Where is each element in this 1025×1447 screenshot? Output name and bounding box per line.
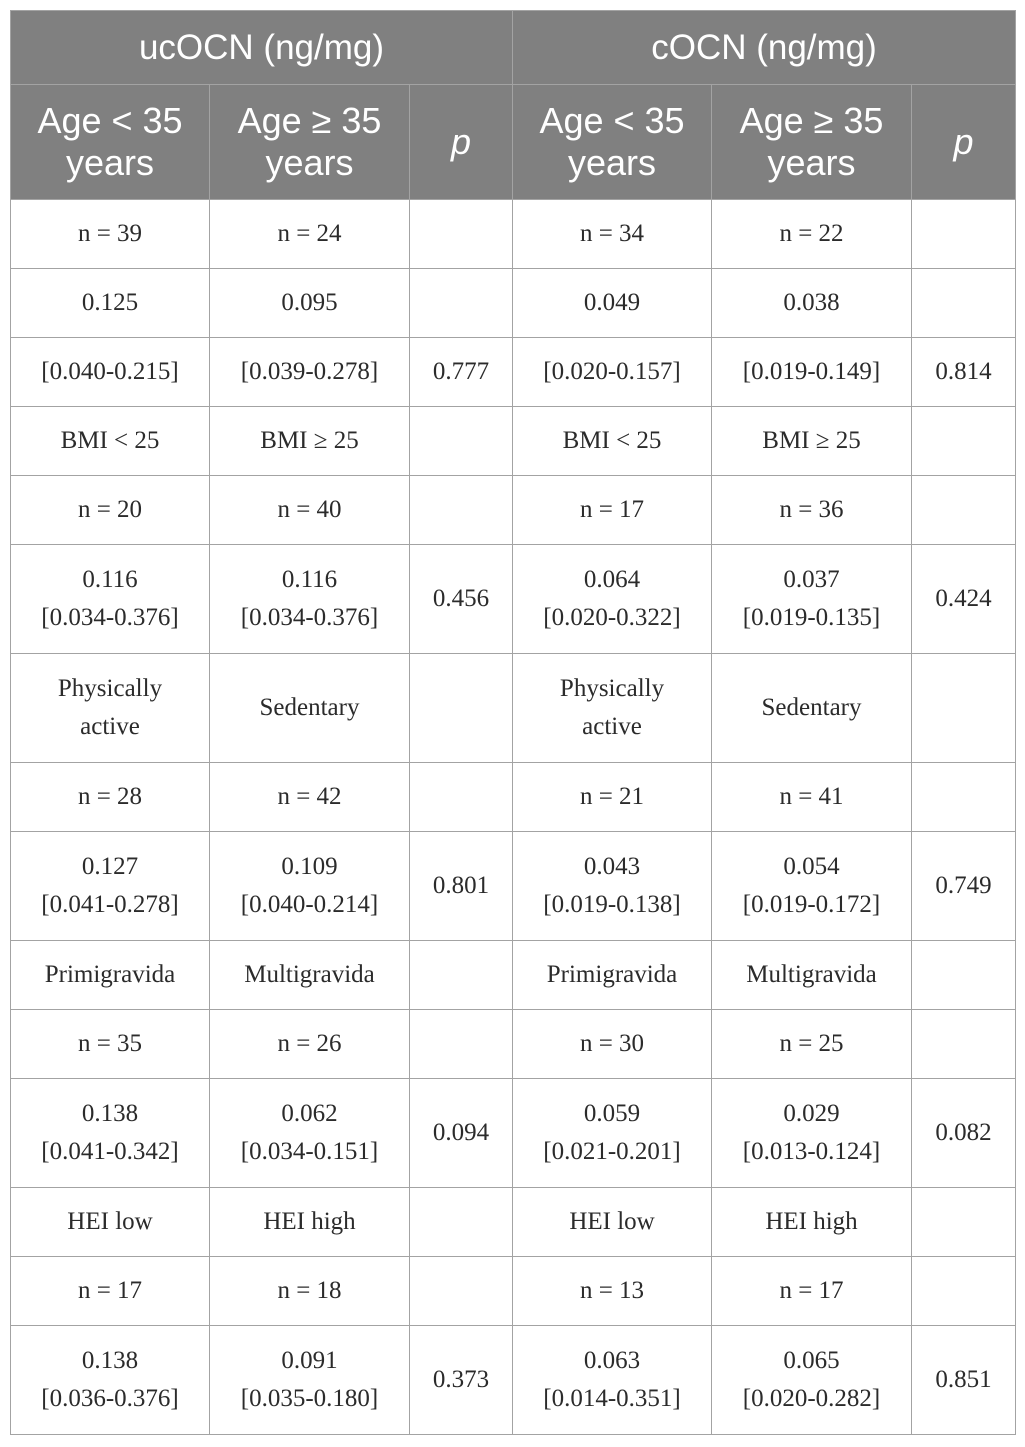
cell-ucocn-age-35-plus	[210, 654, 410, 763]
cell-ucocn-age-35-plus	[210, 1188, 410, 1257]
cell-cocn-age-under-35	[513, 407, 712, 476]
cell-cocn-p	[912, 338, 1016, 407]
cell-cocn-p	[912, 763, 1016, 832]
cell-text: [0.041-0.278]	[41, 891, 179, 918]
cell-text: 0.095	[281, 289, 338, 316]
cell-text: 0.049	[583, 289, 641, 316]
subheader-ucocn-age-35-plus: Age ≥ 35 years	[210, 85, 410, 200]
cell-cocn-age-35-plus	[712, 1257, 912, 1326]
cell-ucocn-age-under-35	[11, 200, 210, 269]
cell-text: Physically	[57, 675, 163, 702]
cell-cocn-age-under-35	[513, 1257, 712, 1326]
cell-text: 0.138	[81, 1100, 139, 1127]
cell-ucocn-p	[410, 476, 513, 545]
cell-text: BMI ≥ 25	[260, 427, 359, 454]
table-row	[11, 941, 1016, 1010]
cell-text: 0.064	[583, 566, 641, 593]
table-row	[11, 1079, 1016, 1188]
cell-text: 0.116	[281, 566, 338, 593]
cell-text: n = 34	[579, 220, 645, 247]
cell-cocn-p	[912, 1188, 1016, 1257]
cell-text: [0.040-0.215]	[41, 358, 179, 385]
cell-text: 0.037	[783, 566, 840, 593]
cell-text: 0.091	[281, 1347, 338, 1374]
cell-ucocn-p	[410, 763, 513, 832]
cell-text: n = 35	[77, 1030, 143, 1057]
cell-text: n = 28	[77, 783, 143, 810]
cell-ucocn-age-35-plus	[210, 407, 410, 476]
table-row	[11, 832, 1016, 941]
cell-ucocn-age-under-35	[11, 1326, 210, 1435]
cell-text: 0.116	[82, 566, 138, 593]
results-table	[10, 10, 1016, 1435]
cell-cocn-age-under-35	[513, 338, 712, 407]
cell-cocn-age-35-plus	[712, 269, 912, 338]
cell-text: HEI low	[569, 1208, 655, 1235]
table-row	[11, 407, 1016, 476]
cell-text: 0.038	[783, 289, 840, 316]
cell-text: [0.034-0.376]	[41, 604, 179, 631]
cell-text: n = 17	[77, 1277, 143, 1304]
table-row	[11, 1188, 1016, 1257]
cell-text: Sedentary	[761, 694, 862, 721]
cell-text: 0.801	[432, 872, 490, 899]
cell-cocn-p	[912, 476, 1016, 545]
cell-text: n = 36	[779, 496, 844, 523]
cell-ucocn-p	[410, 407, 513, 476]
cell-text: 0.065	[783, 1347, 840, 1374]
cell-text: n = 18	[277, 1277, 342, 1304]
cell-cocn-p	[912, 269, 1016, 338]
cell-cocn-p	[912, 1257, 1016, 1326]
cell-ucocn-age-under-35	[11, 338, 210, 407]
cell-text: n = 25	[779, 1030, 844, 1057]
cell-text: Primigravida	[546, 961, 678, 988]
cell-text: n = 40	[277, 496, 342, 523]
cell-text: [0.041-0.342]	[41, 1138, 179, 1165]
cell-text: 0.082	[935, 1119, 992, 1146]
cell-cocn-p	[912, 1010, 1016, 1079]
cell-text: [0.020-0.282]	[742, 1385, 881, 1412]
cell-text: [0.013-0.124]	[742, 1138, 881, 1165]
cell-text: n = 41	[779, 783, 844, 810]
cell-text: [0.019-0.172]	[742, 891, 881, 918]
cell-text: 0.063	[583, 1347, 641, 1374]
cell-text: BMI < 25	[562, 427, 662, 454]
cell-text: n = 20	[77, 496, 143, 523]
cell-ucocn-age-35-plus	[210, 269, 410, 338]
cell-ucocn-age-under-35	[11, 545, 210, 654]
cell-cocn-age-under-35	[513, 941, 712, 1010]
cell-ucocn-p	[410, 200, 513, 269]
cell-cocn-age-under-35	[513, 476, 712, 545]
cell-text: [0.034-0.151]	[240, 1138, 379, 1165]
cell-text: BMI ≥ 25	[762, 427, 861, 454]
cell-cocn-age-under-35	[513, 200, 712, 269]
cell-cocn-p	[912, 545, 1016, 654]
cell-text: Primigravida	[44, 961, 176, 988]
cell-ucocn-age-35-plus	[210, 1010, 410, 1079]
cell-cocn-age-under-35	[513, 1188, 712, 1257]
cell-ucocn-age-35-plus	[210, 476, 410, 545]
cell-text: [0.014-0.351]	[543, 1385, 681, 1412]
cell-text: 0.043	[583, 853, 641, 880]
cell-text: 0.062	[281, 1100, 338, 1127]
cell-text: 0.059	[583, 1100, 641, 1127]
cell-cocn-age-35-plus	[712, 200, 912, 269]
subheader-cocn-age-under-35: Age < 35 years	[513, 85, 712, 200]
cell-text: Sedentary	[259, 694, 360, 721]
cell-text: 0.054	[783, 853, 840, 880]
cell-text: [0.039-0.278]	[240, 358, 379, 385]
cell-text: 0.424	[935, 585, 992, 612]
cell-ucocn-age-under-35	[11, 1188, 210, 1257]
cell-ucocn-p	[410, 545, 513, 654]
cell-text: 0.456	[432, 585, 490, 612]
cell-text: n = 17	[779, 1277, 844, 1304]
cell-text: 0.749	[935, 872, 992, 899]
group-header-row	[11, 11, 1016, 85]
cell-ucocn-age-under-35	[11, 1257, 210, 1326]
cell-text: Physically	[559, 675, 665, 702]
table-row	[11, 763, 1016, 832]
cell-ucocn-p	[410, 1188, 513, 1257]
cell-cocn-age-under-35	[513, 269, 712, 338]
table-row	[11, 1257, 1016, 1326]
cell-cocn-age-under-35	[513, 654, 712, 763]
cell-ucocn-age-under-35	[11, 269, 210, 338]
cell-cocn-p	[912, 407, 1016, 476]
table-row	[11, 545, 1016, 654]
subheader-cocn-age-35-plus: Age ≥ 35 years	[712, 85, 912, 200]
cell-ucocn-age-under-35	[11, 476, 210, 545]
cell-text: n = 13	[579, 1277, 645, 1304]
cell-ucocn-p	[410, 338, 513, 407]
cell-text: HEI low	[67, 1208, 153, 1235]
cell-text: 0.094	[432, 1119, 490, 1146]
cell-cocn-age-35-plus	[712, 1326, 912, 1435]
cell-text: n = 30	[579, 1030, 645, 1057]
table-row	[11, 269, 1016, 338]
cell-text: n = 24	[277, 220, 342, 247]
cell-text: n = 39	[77, 220, 143, 247]
cell-text: [0.040-0.214]	[240, 891, 379, 918]
cell-text: 0.814	[935, 358, 992, 385]
cell-text: 0.373	[432, 1366, 490, 1393]
cell-ucocn-age-35-plus	[210, 1326, 410, 1435]
cell-cocn-p	[912, 654, 1016, 763]
cell-ucocn-p	[410, 269, 513, 338]
cell-cocn-age-35-plus	[712, 832, 912, 941]
cell-text: 0.851	[935, 1366, 992, 1393]
cell-cocn-age-35-plus	[712, 407, 912, 476]
cell-ucocn-p	[410, 1010, 513, 1079]
cell-ucocn-p	[410, 654, 513, 763]
cell-ucocn-age-35-plus	[210, 1257, 410, 1326]
cell-ucocn-age-35-plus	[210, 941, 410, 1010]
table-row	[11, 654, 1016, 763]
cell-text: Multigravida	[244, 961, 375, 988]
cell-text: 0.127	[81, 853, 139, 880]
subheader-ucocn-p: p	[410, 85, 513, 200]
table-row	[11, 338, 1016, 407]
cell-ucocn-age-under-35	[11, 832, 210, 941]
cell-text: [0.036-0.376]	[41, 1385, 179, 1412]
cell-text: [0.019-0.135]	[742, 604, 881, 631]
cell-text: 0.777	[432, 358, 490, 385]
cell-ucocn-age-35-plus	[210, 1079, 410, 1188]
cell-text: active	[582, 713, 642, 740]
table-row	[11, 200, 1016, 269]
cell-ucocn-age-under-35	[11, 1010, 210, 1079]
table-row	[11, 1010, 1016, 1079]
cell-text: 0.109	[281, 853, 338, 880]
cell-cocn-age-35-plus	[712, 1010, 912, 1079]
table-body	[11, 200, 1016, 1435]
cell-cocn-age-under-35	[513, 1079, 712, 1188]
cell-text: [0.034-0.376]	[240, 604, 379, 631]
cell-cocn-age-35-plus	[712, 941, 912, 1010]
cell-cocn-age-35-plus	[712, 654, 912, 763]
cell-text: 0.029	[783, 1100, 840, 1127]
cell-cocn-age-35-plus	[712, 338, 912, 407]
cell-text: n = 22	[779, 220, 844, 247]
cell-text: [0.035-0.180]	[240, 1385, 379, 1412]
cell-text: 0.138	[81, 1347, 139, 1374]
cell-cocn-age-under-35	[513, 1010, 712, 1079]
cell-ucocn-p	[410, 941, 513, 1010]
group-header-ucocn: ucOCN (ng/mg)	[11, 11, 513, 85]
cell-cocn-p	[912, 832, 1016, 941]
cell-cocn-p	[912, 1079, 1016, 1188]
cell-text: [0.020-0.322]	[543, 604, 681, 631]
cell-ucocn-age-under-35	[11, 407, 210, 476]
cell-text: [0.019-0.138]	[543, 891, 681, 918]
cell-text: [0.019-0.149]	[742, 358, 881, 385]
cell-ucocn-age-35-plus	[210, 832, 410, 941]
cell-ucocn-age-35-plus	[210, 200, 410, 269]
cell-text: [0.021-0.201]	[543, 1138, 681, 1165]
cell-text: 0.125	[81, 289, 139, 316]
cell-text: [0.020-0.157]	[543, 358, 681, 385]
cell-ucocn-age-35-plus	[210, 763, 410, 832]
group-header-cocn: cOCN (ng/mg)	[513, 11, 1016, 85]
subheader-cocn-p: p	[912, 85, 1016, 200]
cell-text: n = 26	[277, 1030, 342, 1057]
cell-text: HEI high	[263, 1208, 356, 1235]
cell-cocn-age-35-plus	[712, 476, 912, 545]
cell-cocn-p	[912, 941, 1016, 1010]
table-row	[11, 1326, 1016, 1435]
cell-cocn-age-35-plus	[712, 1188, 912, 1257]
cell-cocn-age-35-plus	[712, 1079, 912, 1188]
cell-text: Multigravida	[746, 961, 877, 988]
cell-cocn-age-under-35	[513, 763, 712, 832]
cell-cocn-p	[912, 1326, 1016, 1435]
cell-text: BMI < 25	[60, 427, 160, 454]
cell-ucocn-age-35-plus	[210, 545, 410, 654]
cell-ucocn-p	[410, 1326, 513, 1435]
cell-cocn-age-under-35	[513, 1326, 712, 1435]
cell-ucocn-age-under-35	[11, 654, 210, 763]
cell-ucocn-p	[410, 1257, 513, 1326]
cell-cocn-age-under-35	[513, 545, 712, 654]
sub-header-row	[11, 85, 1016, 200]
cell-cocn-age-35-plus	[712, 545, 912, 654]
cell-text: n = 42	[277, 783, 342, 810]
table-row	[11, 476, 1016, 545]
cell-ucocn-p	[410, 1079, 513, 1188]
cell-cocn-p	[912, 200, 1016, 269]
cell-text: n = 21	[579, 783, 645, 810]
cell-cocn-age-35-plus	[712, 763, 912, 832]
cell-ucocn-age-under-35	[11, 763, 210, 832]
cell-cocn-age-under-35	[513, 832, 712, 941]
cell-ucocn-age-under-35	[11, 1079, 210, 1188]
subheader-ucocn-age-under-35: Age < 35 years	[11, 85, 210, 200]
cell-text: active	[80, 713, 140, 740]
cell-ucocn-age-35-plus	[210, 338, 410, 407]
cell-text: n = 17	[579, 496, 645, 523]
cell-ucocn-p	[410, 832, 513, 941]
cell-text: HEI high	[765, 1208, 858, 1235]
cell-ucocn-age-under-35	[11, 941, 210, 1010]
